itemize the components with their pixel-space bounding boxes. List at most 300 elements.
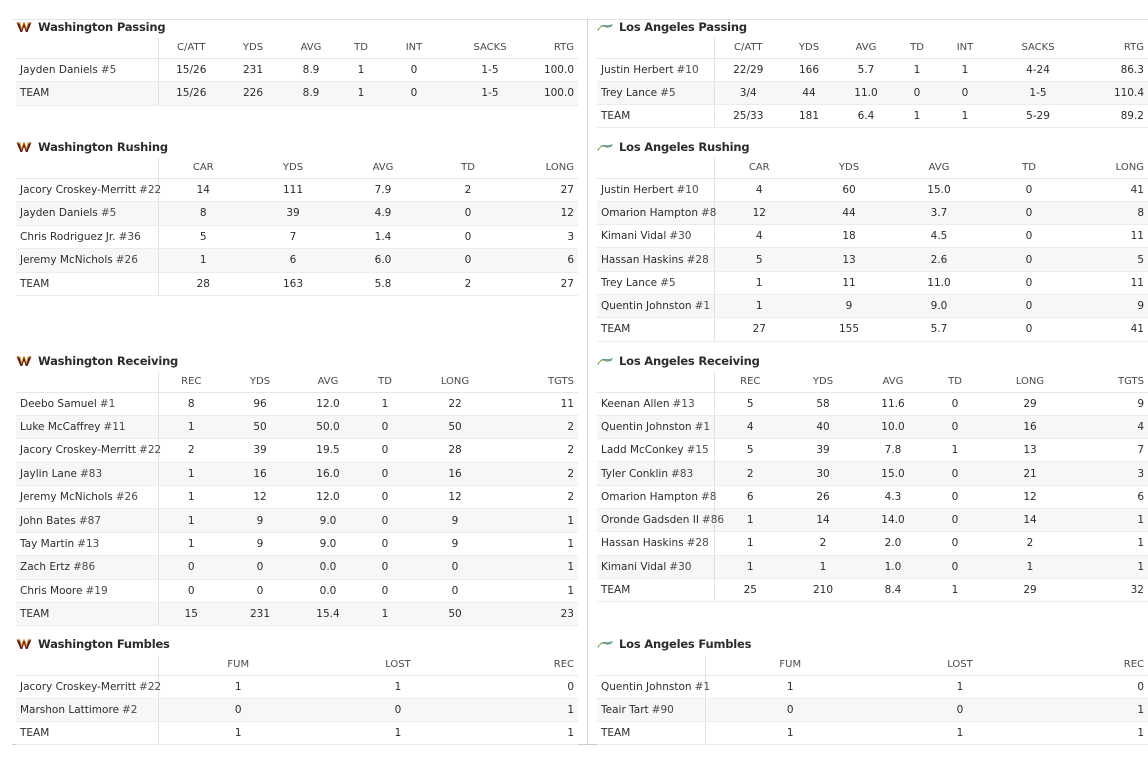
table-row (597, 675, 1148, 698)
column-header-player (16, 372, 158, 392)
stat-car: 1 (158, 249, 248, 273)
player-cell (16, 462, 158, 485)
stat-td: 0 (926, 485, 984, 508)
column-header-int: INT (938, 38, 992, 58)
stat-car: 12 (714, 201, 804, 224)
column-header-avg: AVG (836, 38, 896, 58)
table-row (16, 579, 578, 602)
section-title-text: Washington Passing (38, 20, 166, 34)
player-name-link[interactable]: Jayden Daniels (20, 207, 98, 220)
stat-int: 1 (938, 58, 992, 81)
stat-td: 0 (360, 415, 410, 438)
table-row (16, 202, 578, 226)
player-cell (597, 439, 714, 462)
stat-rec: 1 (714, 508, 786, 531)
player-cell (597, 294, 714, 317)
stat-lost: 0 (318, 698, 478, 721)
player-name-link[interactable]: Marshon Lattimore (20, 703, 119, 716)
table-row (597, 178, 1148, 201)
player-cell (597, 485, 717, 508)
player-name-link[interactable]: Keenan Allen (601, 397, 670, 410)
player-name-link[interactable]: Quentin Johnston (601, 300, 692, 313)
stat-rec: 0 (158, 579, 224, 602)
jersey-number: #1 (694, 680, 711, 693)
stat-td: 1 (360, 392, 410, 415)
column-header-yds: YDS (782, 38, 836, 58)
wsh-passing-title (16, 18, 165, 36)
stat-avg: 11.0 (836, 81, 896, 104)
stat-rec: 1 (478, 698, 578, 721)
table-row (597, 508, 1148, 531)
table-row (597, 698, 1148, 721)
section-title-text: Washington Rushing (38, 140, 168, 154)
stat-fum: 0 (705, 698, 875, 721)
team-total-row (597, 105, 1148, 128)
team-total-row (16, 272, 578, 296)
table-row (597, 439, 1148, 462)
table-header-row (597, 38, 1148, 58)
player-name-link[interactable]: Omarion Hampton (601, 206, 698, 219)
stat-int: 0 (382, 58, 446, 82)
stat-long: 27 (508, 272, 578, 296)
stat-avg: 4.9 (338, 202, 428, 226)
stat-yds: 30 (786, 462, 860, 485)
jersey-number: #5 (100, 63, 117, 76)
player-name-link[interactable]: Deebo Samuel (20, 397, 97, 410)
stat-tgts: 6 (1076, 485, 1148, 508)
stat-td: 0 (984, 178, 1074, 201)
stat-long: 22 (410, 392, 500, 415)
player-name-link[interactable]: Jacory Croskey-Merritt (20, 680, 137, 693)
column-header-player (597, 655, 705, 675)
table-header-row (16, 655, 578, 675)
stat-long: 29 (984, 392, 1076, 415)
column-header-rec: REC (714, 372, 786, 392)
stat-rec: 1 (1045, 698, 1148, 721)
player-cell (597, 248, 714, 271)
column-header-player (16, 38, 158, 58)
stat-avg: 1.0 (860, 555, 926, 578)
stat-tgts: 1 (500, 532, 578, 555)
player-cell (16, 603, 158, 626)
stat-td: 0 (428, 225, 508, 249)
stat-yds: 9 (224, 509, 296, 532)
jersey-number: #22 (139, 183, 162, 196)
stat-td: 0 (984, 318, 1074, 341)
player-name-link[interactable]: Chris Moore (20, 584, 83, 597)
stat-long: 12 (410, 486, 500, 509)
chargers-bolt-logo-icon (597, 141, 613, 153)
player-cell (597, 508, 725, 531)
stat-rec: 6 (714, 485, 786, 508)
column-header-fum: FUM (705, 655, 875, 675)
stat-yds: 39 (224, 439, 296, 462)
stat-yds: 1 (786, 555, 860, 578)
player-name-link[interactable]: Luke McCaffrey (20, 421, 101, 434)
player-name-link[interactable]: Jacory Croskey-Merritt (20, 183, 137, 196)
player-cell (597, 105, 714, 128)
player-name-link[interactable]: John Bates (20, 514, 76, 527)
column-header-player (597, 38, 714, 58)
table-row (16, 532, 578, 555)
stat-avg: 9.0 (296, 532, 360, 555)
stat-long: 1 (984, 555, 1076, 578)
table-header-row (16, 38, 578, 58)
player-cell (16, 556, 158, 579)
column-header-player (16, 158, 158, 178)
table-row (16, 392, 578, 415)
stat-car: 5 (714, 248, 804, 271)
table-row (16, 509, 578, 532)
stat-long: 9 (410, 509, 500, 532)
player-name-link[interactable]: Ladd McConkey (601, 444, 684, 457)
table-row (597, 201, 1148, 224)
stat-long: 12 (984, 485, 1076, 508)
stat-td: 0 (926, 555, 984, 578)
stat-avg: 19.5 (296, 439, 360, 462)
player-name-link[interactable]: Quentin Johnston (601, 420, 692, 433)
team-label: TEAM (601, 323, 631, 336)
stat-rec: 1 (158, 509, 224, 532)
stat-long: 5 (1074, 248, 1148, 271)
stat-yds: 14 (786, 508, 860, 531)
column-header-car: CAR (158, 158, 248, 178)
stat-avg: 5.7 (894, 318, 984, 341)
column-divider (587, 19, 588, 745)
stat-yds: 39 (248, 202, 338, 226)
column-header-c-att: C/ATT (158, 38, 224, 58)
stat-avg: 2.0 (860, 532, 926, 555)
stat-car: 5 (158, 225, 248, 249)
stat-td: 0 (896, 81, 938, 104)
stat-car: 28 (158, 272, 248, 296)
player-name-link[interactable]: Trey Lance (601, 276, 658, 289)
stat-avg: 9.0 (296, 509, 360, 532)
stat-avg: 15.0 (894, 178, 984, 201)
stat-rec: 15 (158, 603, 224, 626)
stat-fum: 0 (158, 698, 318, 721)
stat-fum: 1 (705, 722, 875, 745)
stat-c-att: 25/33 (714, 105, 782, 128)
stat-tgts: 9 (1076, 392, 1148, 415)
column-header-int: INT (382, 38, 446, 58)
table-row (597, 392, 1148, 415)
stat-avg: 3.7 (894, 201, 984, 224)
team-label: TEAM (601, 584, 631, 597)
player-name-link[interactable]: Oronde Gadsden II (601, 514, 699, 527)
wsh-fumbles-table (16, 655, 578, 745)
jersey-number: #1 (694, 300, 711, 313)
stat-rec: 0 (1045, 675, 1148, 698)
stat-td: 0 (360, 556, 410, 579)
stat-avg: 15.4 (296, 603, 360, 626)
player-name-link[interactable]: Kimani Vidal (601, 560, 667, 573)
player-cell (16, 58, 158, 82)
jersey-number: #5 (660, 276, 676, 289)
stat-td: 1 (360, 603, 410, 626)
player-cell (16, 486, 158, 509)
player-name-link[interactable]: Justin Herbert (601, 63, 674, 76)
player-name-link[interactable]: Hassan Haskins (601, 537, 684, 550)
section-title-text: Washington Fumbles (38, 637, 170, 651)
stat-tgts: 3 (1076, 462, 1148, 485)
stat-td: 2 (428, 272, 508, 296)
player-cell (16, 202, 158, 226)
jersey-number: #22 (139, 680, 162, 693)
stat-long: 6 (508, 249, 578, 273)
table-row (16, 439, 578, 462)
column-header-td: TD (428, 158, 508, 178)
jersey-number: #22 (139, 444, 162, 457)
player-name-link[interactable]: Tyler Conklin (601, 467, 669, 480)
player-cell (597, 415, 714, 438)
wsh-rushing-table (16, 158, 578, 296)
stat-avg: 11.0 (894, 271, 984, 294)
stat-avg: 8.9 (282, 82, 340, 106)
player-cell (597, 392, 714, 415)
player-name-link[interactable]: Zach Ertz (20, 561, 70, 574)
player-name-link[interactable]: Chris Rodriguez Jr. (20, 230, 116, 243)
stat-avg: 12.0 (296, 486, 360, 509)
stat-tgts: 11 (500, 392, 578, 415)
column-header-avg: AVG (338, 158, 428, 178)
jersey-number: #5 (100, 207, 117, 220)
stat-rec: 0 (478, 675, 578, 698)
table-row (597, 555, 1148, 578)
table-row (16, 698, 578, 721)
stat-car: 4 (714, 225, 804, 248)
stat-rec: 2 (158, 439, 224, 462)
column-header-lost: LOST (875, 655, 1045, 675)
column-header-td: TD (896, 38, 938, 58)
lac-rushing-title (597, 138, 749, 156)
jersey-number: #8 (701, 490, 717, 503)
stat-long: 27 (508, 178, 578, 202)
stat-tgts: 2 (500, 415, 578, 438)
stat-avg: 15.0 (860, 462, 926, 485)
player-cell (597, 58, 714, 81)
player-name-link[interactable]: Jayden Daniels (20, 63, 98, 76)
stat-rec: 1 (158, 462, 224, 485)
stat-avg: 10.0 (860, 415, 926, 438)
stat-long: 9 (410, 532, 500, 555)
stat-yds: 111 (248, 178, 338, 202)
column-header-c-att: C/ATT (714, 38, 782, 58)
jersey-number: #1 (99, 397, 116, 410)
column-header-td: TD (340, 38, 382, 58)
player-name-link[interactable]: Jeremy McNichols (20, 491, 113, 504)
chargers-bolt-logo-icon (597, 638, 613, 650)
stat-yds: 231 (224, 603, 296, 626)
player-cell (16, 249, 158, 273)
column-header-sacks: SACKS (992, 38, 1084, 58)
column-header-avg: AVG (860, 372, 926, 392)
stat-avg: 2.6 (894, 248, 984, 271)
stat-tgts: 4 (1076, 415, 1148, 438)
stat-tgts: 1 (500, 579, 578, 602)
player-name-link[interactable]: Kimani Vidal (601, 230, 667, 243)
jersey-number: #8 (701, 206, 717, 219)
player-cell (16, 392, 158, 415)
stat-long: 14 (984, 508, 1076, 531)
stat-avg: 0.0 (296, 579, 360, 602)
player-name-link[interactable]: Jeremy McNichols (20, 254, 113, 267)
player-cell (597, 722, 705, 745)
player-name-link[interactable]: Trey Lance (601, 86, 658, 99)
stat-td: 1 (340, 82, 382, 106)
stat-yds: 40 (786, 415, 860, 438)
stat-rec: 1 (1045, 722, 1148, 745)
player-name-link[interactable]: Justin Herbert (601, 183, 674, 196)
lac-fumbles-title (597, 635, 751, 653)
stat-tgts: 1 (500, 556, 578, 579)
player-cell (16, 178, 162, 202)
stat-avg: 4.3 (860, 485, 926, 508)
stat-rec: 1 (714, 532, 786, 555)
section-title-text: Los Angeles Receiving (619, 354, 760, 368)
stat-long: 0 (410, 579, 500, 602)
stat-yds: 44 (782, 81, 836, 104)
stat-td: 0 (926, 508, 984, 531)
team-label: TEAM (20, 727, 50, 740)
stat-int: 0 (382, 82, 446, 106)
column-header-tgts: TGTS (1076, 372, 1148, 392)
stat-lost: 0 (875, 698, 1045, 721)
stat-lost: 1 (875, 675, 1045, 698)
player-cell (16, 82, 158, 106)
player-name-link[interactable]: Jacory Croskey-Merritt (20, 444, 137, 457)
stat-rec: 8 (158, 392, 224, 415)
jersey-number: #36 (118, 230, 141, 243)
stat-rec: 1 (158, 532, 224, 555)
stat-td: 1 (926, 578, 984, 601)
stat-td: 0 (984, 248, 1074, 271)
stat-td: 0 (984, 294, 1074, 317)
team-label: TEAM (601, 727, 631, 740)
player-name-link[interactable]: Tay Martin (20, 538, 75, 551)
table-row (16, 462, 578, 485)
top-border (12, 19, 1148, 20)
jersey-number: #13 (77, 538, 100, 551)
stat-avg: 50.0 (296, 415, 360, 438)
washington-logo-icon (16, 355, 32, 367)
stat-avg: 7.8 (860, 439, 926, 462)
team-total-row (597, 722, 1148, 745)
column-header-rec: REC (1045, 655, 1148, 675)
column-header-player (16, 655, 158, 675)
jersey-number: #30 (669, 230, 692, 243)
jersey-number: #26 (115, 254, 138, 267)
chargers-bolt-logo-icon (597, 21, 613, 33)
stat-yds: 2 (786, 532, 860, 555)
stat-tgts: 1 (1076, 508, 1148, 531)
stat-yds: 60 (804, 178, 894, 201)
player-cell (16, 415, 158, 438)
stat-yds: 12 (224, 486, 296, 509)
stat-lost: 1 (318, 675, 478, 698)
player-cell (16, 675, 162, 698)
player-cell (597, 532, 714, 555)
stat-yds: 231 (224, 58, 282, 82)
stat-yds: 163 (248, 272, 338, 296)
stat-fum: 1 (158, 675, 318, 698)
column-header-long: LONG (984, 372, 1076, 392)
jersey-number: #83 (79, 467, 103, 480)
player-cell (597, 578, 714, 601)
stat-avg: 12.0 (296, 392, 360, 415)
jersey-number: #28 (686, 537, 709, 550)
chargers-bolt-logo-icon (597, 355, 613, 367)
stat-tgts: 1 (1076, 555, 1148, 578)
stat-yds: 13 (804, 248, 894, 271)
stat-td: 0 (360, 462, 410, 485)
stat-rec: 1 (158, 415, 224, 438)
stat-long: 11 (1074, 225, 1148, 248)
table-row (597, 225, 1148, 248)
jersey-number: #11 (103, 421, 126, 434)
stat-long: 50 (410, 603, 500, 626)
stat-long: 16 (410, 462, 500, 485)
player-cell (597, 81, 714, 104)
stat-yds: 11 (804, 271, 894, 294)
player-cell (597, 698, 705, 721)
washington-logo-icon (16, 638, 32, 650)
player-name-link[interactable]: Teair Tart (601, 703, 649, 716)
column-header-car: CAR (714, 158, 804, 178)
stat-yds: 6 (248, 249, 338, 273)
player-name-link[interactable]: Quentin Johnston (601, 680, 692, 693)
stat-sacks: 1-5 (992, 81, 1084, 104)
stat-lost: 1 (875, 722, 1045, 745)
column-header-td: TD (360, 372, 410, 392)
stat-td: 0 (984, 201, 1074, 224)
column-header-avg: AVG (282, 38, 340, 58)
stat-yds: 7 (248, 225, 338, 249)
stat-td: 0 (926, 462, 984, 485)
player-name-link[interactable]: Hassan Haskins (601, 253, 684, 266)
stat-fum: 1 (705, 675, 875, 698)
player-cell (16, 579, 158, 602)
column-header-avg: AVG (296, 372, 360, 392)
section-title-text: Washington Receiving (38, 354, 179, 368)
table-header-row (597, 158, 1148, 178)
stat-avg: 9.0 (894, 294, 984, 317)
jersey-number: #13 (672, 397, 695, 410)
jersey-number: #83 (671, 467, 694, 480)
stat-avg: 5.7 (836, 58, 896, 81)
stat-yds: 166 (782, 58, 836, 81)
table-row (597, 532, 1148, 555)
table-row (16, 178, 578, 202)
column-header-rec: REC (478, 655, 578, 675)
stat-tgts: 2 (500, 439, 578, 462)
stat-yds: 155 (804, 318, 894, 341)
column-header-lost: LOST (318, 655, 478, 675)
stat-avg: 16.0 (296, 462, 360, 485)
table-row (597, 58, 1148, 81)
table-row (16, 58, 578, 82)
stat-yds: 16 (224, 462, 296, 485)
player-name-link[interactable]: Jaylin Lane (20, 467, 77, 480)
jersey-number: #30 (669, 560, 692, 573)
player-name-link[interactable]: Omarion Hampton (601, 490, 698, 503)
player-cell (597, 675, 711, 698)
stat-avg: 8.4 (860, 578, 926, 601)
stat-fum: 1 (158, 722, 318, 745)
stat-yds: 39 (786, 439, 860, 462)
stat-yds: 9 (804, 294, 894, 317)
jersey-number: #86 (72, 561, 96, 574)
